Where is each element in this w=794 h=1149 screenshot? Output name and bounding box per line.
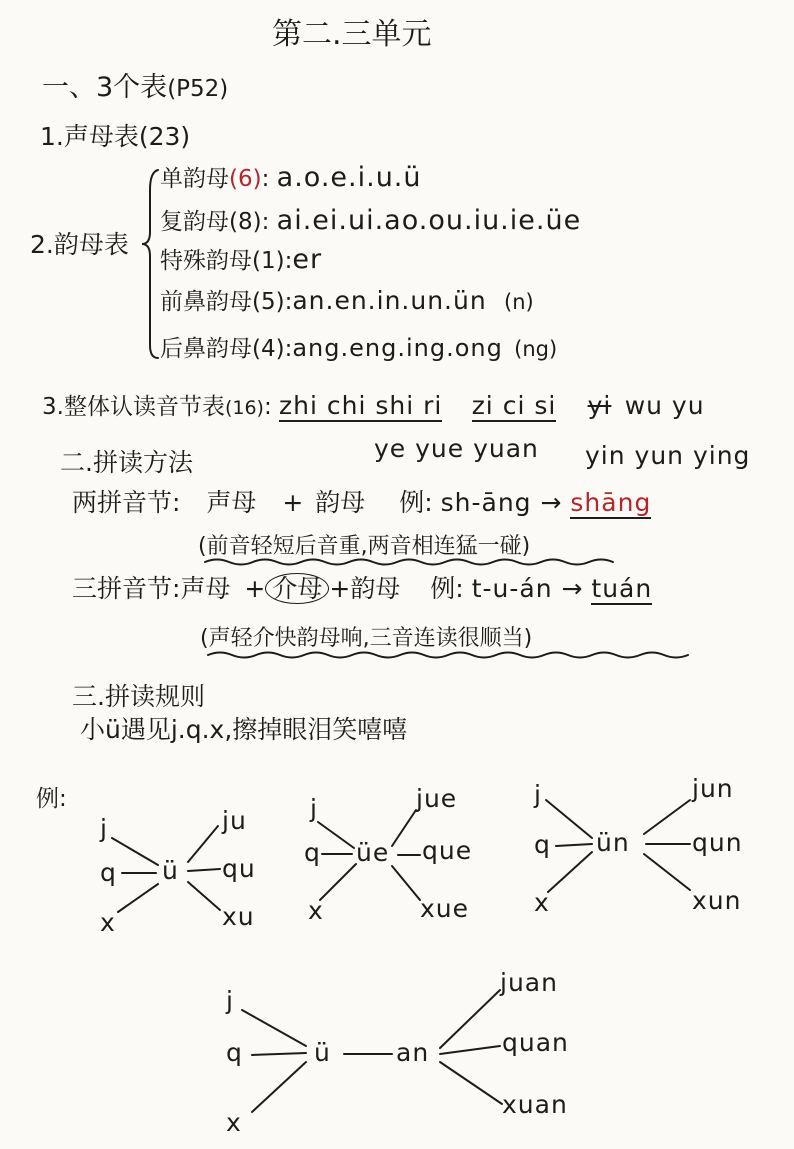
three-part-line — [72, 576, 652, 601]
row-sep: : — [284, 289, 293, 315]
d4-line-xuan — [440, 1062, 502, 1104]
row-items: ai.ei.ui.ao.ou.iu.ie.üe — [276, 205, 582, 236]
yunmu-brace — [142, 170, 158, 358]
row-count: (5) — [252, 289, 285, 315]
d1-right-xu: xu — [222, 902, 255, 931]
row-name: 复韵母 — [160, 209, 229, 235]
d1-left-j: j — [100, 814, 108, 843]
d4-center2: an — [396, 1038, 430, 1067]
section3-heading: 三.拼读规则 — [72, 682, 205, 711]
d1-line-xu — [188, 882, 220, 910]
zhengti-sep: : — [263, 394, 272, 420]
row-note: (ng) — [514, 337, 558, 361]
d2-left-q: q — [304, 838, 321, 867]
yunmu-row-houbi — [160, 336, 557, 361]
d1-line-x — [118, 884, 158, 912]
three-part-tip: (声轻介快韵母响,三音连读很顺当) — [200, 626, 533, 651]
d3-right-qun: qun — [692, 828, 743, 857]
d4-line-juan — [440, 990, 500, 1048]
shengmu-line — [40, 124, 190, 149]
d2-left-j: j — [310, 794, 318, 823]
d4-left-x: x — [226, 1108, 242, 1137]
d1-line-qu — [188, 869, 220, 871]
two-part-label: 两拼音节: — [72, 488, 181, 517]
zhengti-group2: zi ci si — [471, 391, 557, 420]
row-sep: : — [261, 209, 270, 235]
example-result: shāng — [570, 488, 652, 517]
d4-line-q — [252, 1053, 306, 1055]
d4-right-xuan: xuan — [502, 1090, 568, 1119]
zhengti-line2a: ye yue yuan — [374, 434, 539, 463]
tip2-wave — [208, 653, 688, 658]
formula-yunmu: 韵母 — [315, 488, 366, 517]
formula-yunmu: 韵母 — [350, 574, 401, 603]
yunmu-row-fuyunmu — [160, 207, 581, 234]
formula-shengmu: 声母 — [206, 488, 257, 517]
d2-right-jue: jue — [416, 784, 458, 813]
row-sep: : — [261, 166, 270, 192]
zhengti-yi: yi — [587, 391, 612, 420]
d3-line-xun — [644, 854, 690, 890]
d2-right-que: que — [422, 836, 473, 865]
d4-left-j: j — [226, 986, 234, 1015]
row-items: ang.eng.ing.ong — [292, 334, 503, 362]
shengmu-count: (23) — [138, 122, 191, 151]
d1-line-j — [112, 838, 158, 865]
d4-right-quan: quan — [502, 1028, 569, 1057]
d1-right-qu: qu — [222, 854, 256, 883]
row-count: (4) — [252, 336, 285, 362]
section2-heading: 二.拼读方法 — [60, 448, 193, 477]
d1-right-ju: ju — [222, 806, 247, 835]
yunmu-row-qianbi — [160, 288, 534, 314]
yunmu-label: 2.韵母表 — [30, 230, 129, 259]
row-items: an.en.in.un.ün — [292, 286, 487, 315]
row-count: (8) — [229, 209, 262, 235]
row-items: er — [292, 244, 323, 275]
d4-left-q: q — [226, 1038, 243, 1067]
d2-right-xue: xue — [420, 894, 470, 923]
section1-heading — [42, 74, 228, 101]
example-label: 例: — [430, 574, 464, 603]
zhengti-line2b: yin yun ying — [585, 441, 751, 470]
row-name: 特殊韵母 — [160, 248, 252, 274]
d3-line-j — [546, 800, 592, 838]
formula-jiemu: 介母 — [265, 573, 329, 604]
d3-right-jun: jun — [692, 774, 734, 803]
zhengti-count: (16) — [224, 397, 264, 419]
d3-right-xun: xun — [692, 886, 742, 915]
yunmu-row-danyunmu — [160, 164, 422, 191]
section1-heading-text: 一、3个表 — [42, 72, 168, 103]
d3-left-q: q — [534, 830, 551, 859]
d2-line-xue — [392, 866, 420, 900]
d3-line-x — [548, 852, 592, 892]
row-name: 单韵母 — [160, 166, 229, 192]
section3-rule: 小ü遇见j.q.x,擦掉眼泪笑嘻嘻 — [80, 715, 408, 744]
formula-shengmu: 声母 — [180, 574, 231, 603]
formula-plus2: + — [329, 574, 351, 603]
d3-left-x: x — [534, 888, 550, 917]
d4-center: ü — [314, 1038, 331, 1067]
d3-left-j: j — [534, 780, 542, 809]
shengmu-label: 1.声母表 — [40, 122, 139, 151]
d3-line-jun — [644, 800, 690, 834]
yunmu-row-teshu — [160, 246, 322, 273]
two-part-line — [72, 490, 651, 515]
row-items: a.o.e.i.u.ü — [276, 162, 422, 193]
d4-line-quan — [440, 1046, 500, 1054]
row-name: 后鼻韵母 — [160, 336, 252, 362]
zhengti-group1: zhi chi shi ri — [279, 391, 443, 420]
d2-line-jue — [392, 810, 416, 846]
d2-line-x — [320, 864, 356, 900]
row-count: (1) — [252, 248, 285, 274]
d4-line-x — [252, 1062, 306, 1112]
d3-line-q — [556, 844, 592, 846]
section3-example-label: 例: — [36, 786, 67, 812]
formula-plus1: + — [244, 574, 266, 603]
example-pinyin: t-u-án → — [471, 574, 584, 603]
example-pinyin: sh-āng → — [440, 488, 563, 517]
zhengti-rest: wu yu — [624, 391, 705, 420]
three-part-label: 三拼音节: — [72, 574, 181, 603]
zhengti-line1 — [42, 393, 705, 419]
d3-center: ün — [596, 828, 630, 857]
d1-left-q: q — [100, 858, 117, 887]
d1-left-x: x — [100, 908, 116, 937]
d2-center: üe — [356, 838, 390, 867]
example-label: 例: — [399, 488, 433, 517]
row-sep: : — [284, 336, 293, 362]
row-note: (n) — [504, 290, 534, 314]
tip1-wave — [205, 560, 613, 565]
d1-line-ju — [188, 826, 218, 862]
row-count: (6) — [229, 166, 262, 192]
formula-plus: + — [282, 488, 304, 517]
row-sep: : — [284, 248, 293, 274]
d2-line-j — [318, 822, 354, 848]
d2-left-x: x — [308, 896, 324, 925]
d1-center: ü — [162, 856, 179, 885]
row-name: 前鼻韵母 — [160, 289, 252, 315]
d4-right-juan: juan — [500, 968, 558, 997]
zhengti-label: 3.整体认读音节表 — [42, 394, 225, 420]
example-result: tuán — [591, 574, 653, 603]
two-part-tip: (前音轻短后音重,两音相连猛一碰) — [198, 534, 531, 559]
section1-heading-ref: (P52) — [167, 76, 229, 102]
page-title: 第二.三单元 — [272, 17, 432, 52]
d4-line-j — [242, 1010, 306, 1046]
